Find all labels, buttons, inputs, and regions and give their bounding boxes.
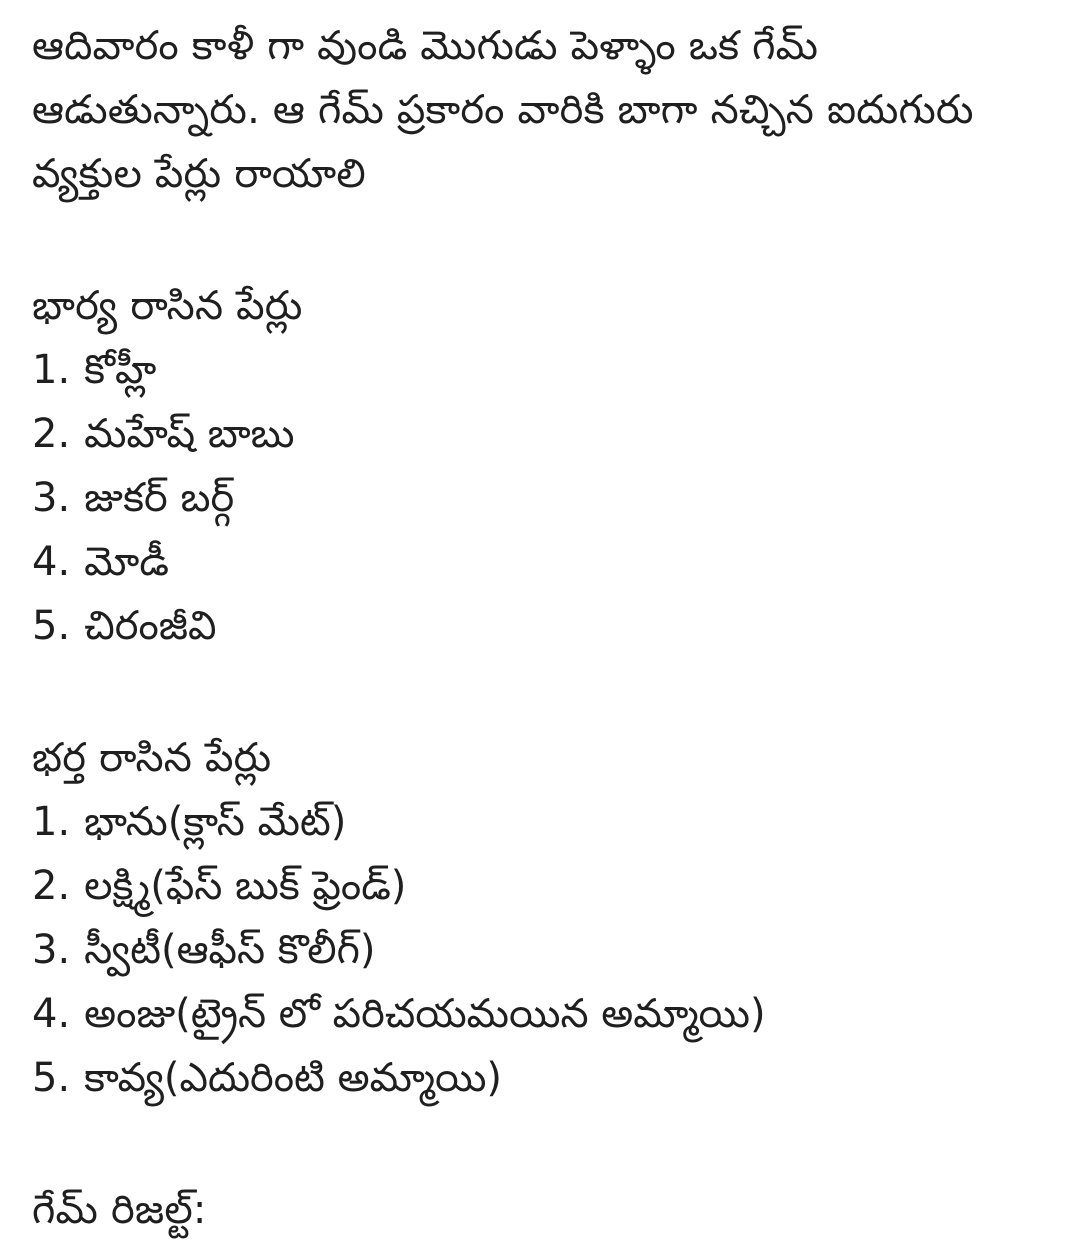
wife-list-item bbox=[32, 338, 1062, 402]
list-number: 5. bbox=[32, 603, 71, 649]
wife-list-item bbox=[32, 594, 1062, 658]
list-number: 1. bbox=[32, 347, 71, 393]
list-text: మోడీ bbox=[84, 539, 169, 585]
list-text: స్వీటీ(ఆఫీస్ కొలీగ్) bbox=[84, 927, 376, 973]
spacer bbox=[32, 658, 1062, 726]
wife-list-item bbox=[32, 402, 1062, 466]
spacer bbox=[32, 1110, 1062, 1178]
wife-list-item bbox=[32, 530, 1062, 594]
list-text: జుకర్ బర్గ్ bbox=[84, 475, 235, 521]
wife-list-heading: భార్య రాసిన పేర్లు bbox=[32, 283, 303, 329]
list-number: 3. bbox=[32, 475, 71, 521]
list-number: 1. bbox=[32, 799, 71, 845]
husband-list-item bbox=[32, 854, 1062, 918]
wife-list-item bbox=[32, 466, 1062, 530]
list-text: భాను(క్లాస్ మేట్) bbox=[84, 799, 347, 845]
intro-line-2: ఆడుతున్నారు. ఆ గేమ్ ప్రకారం వారికి బాగా నచ్చిన ఐదుగురు bbox=[32, 87, 974, 133]
husband-list-item bbox=[32, 982, 1062, 1046]
document-body bbox=[32, 14, 1062, 1242]
game-result-label: గేమ్ రిజల్ట్: bbox=[32, 1187, 207, 1233]
list-number: 4. bbox=[32, 991, 71, 1037]
spacer bbox=[32, 206, 1062, 274]
husband-list-item bbox=[32, 1046, 1062, 1110]
list-number: 3. bbox=[32, 927, 71, 973]
list-number: 5. bbox=[32, 1055, 71, 1101]
husband-list-item bbox=[32, 918, 1062, 982]
list-text: చిరంజీవి bbox=[84, 603, 217, 649]
list-text: లక్ష్మి(ఫేస్ బుక్ ఫ్రెండ్) bbox=[84, 863, 407, 909]
husband-list-item bbox=[32, 790, 1062, 854]
list-text: కావ్య(ఎదురింటి అమ్మాయి) bbox=[84, 1055, 503, 1101]
list-number: 2. bbox=[32, 863, 71, 909]
list-text: మహేష్ బాబు bbox=[84, 411, 295, 457]
list-text: అంజు(ట్రైన్ లో పరిచయమయిన అమ్మాయి) bbox=[84, 991, 766, 1037]
list-number: 2. bbox=[32, 411, 71, 457]
intro-line-1: ఆదివారం కాళీ గా వుండి మొగుడు పెళ్ళాం ఒక గేమ్ bbox=[32, 23, 819, 69]
husband-list-heading: భర్త రాసిన పేర్లు bbox=[32, 735, 272, 781]
intro-line-3: వ్యక్తుల పేర్లు రాయాలి bbox=[32, 151, 366, 197]
list-number: 4. bbox=[32, 539, 71, 585]
list-text: కోహ్లీ bbox=[84, 347, 157, 393]
